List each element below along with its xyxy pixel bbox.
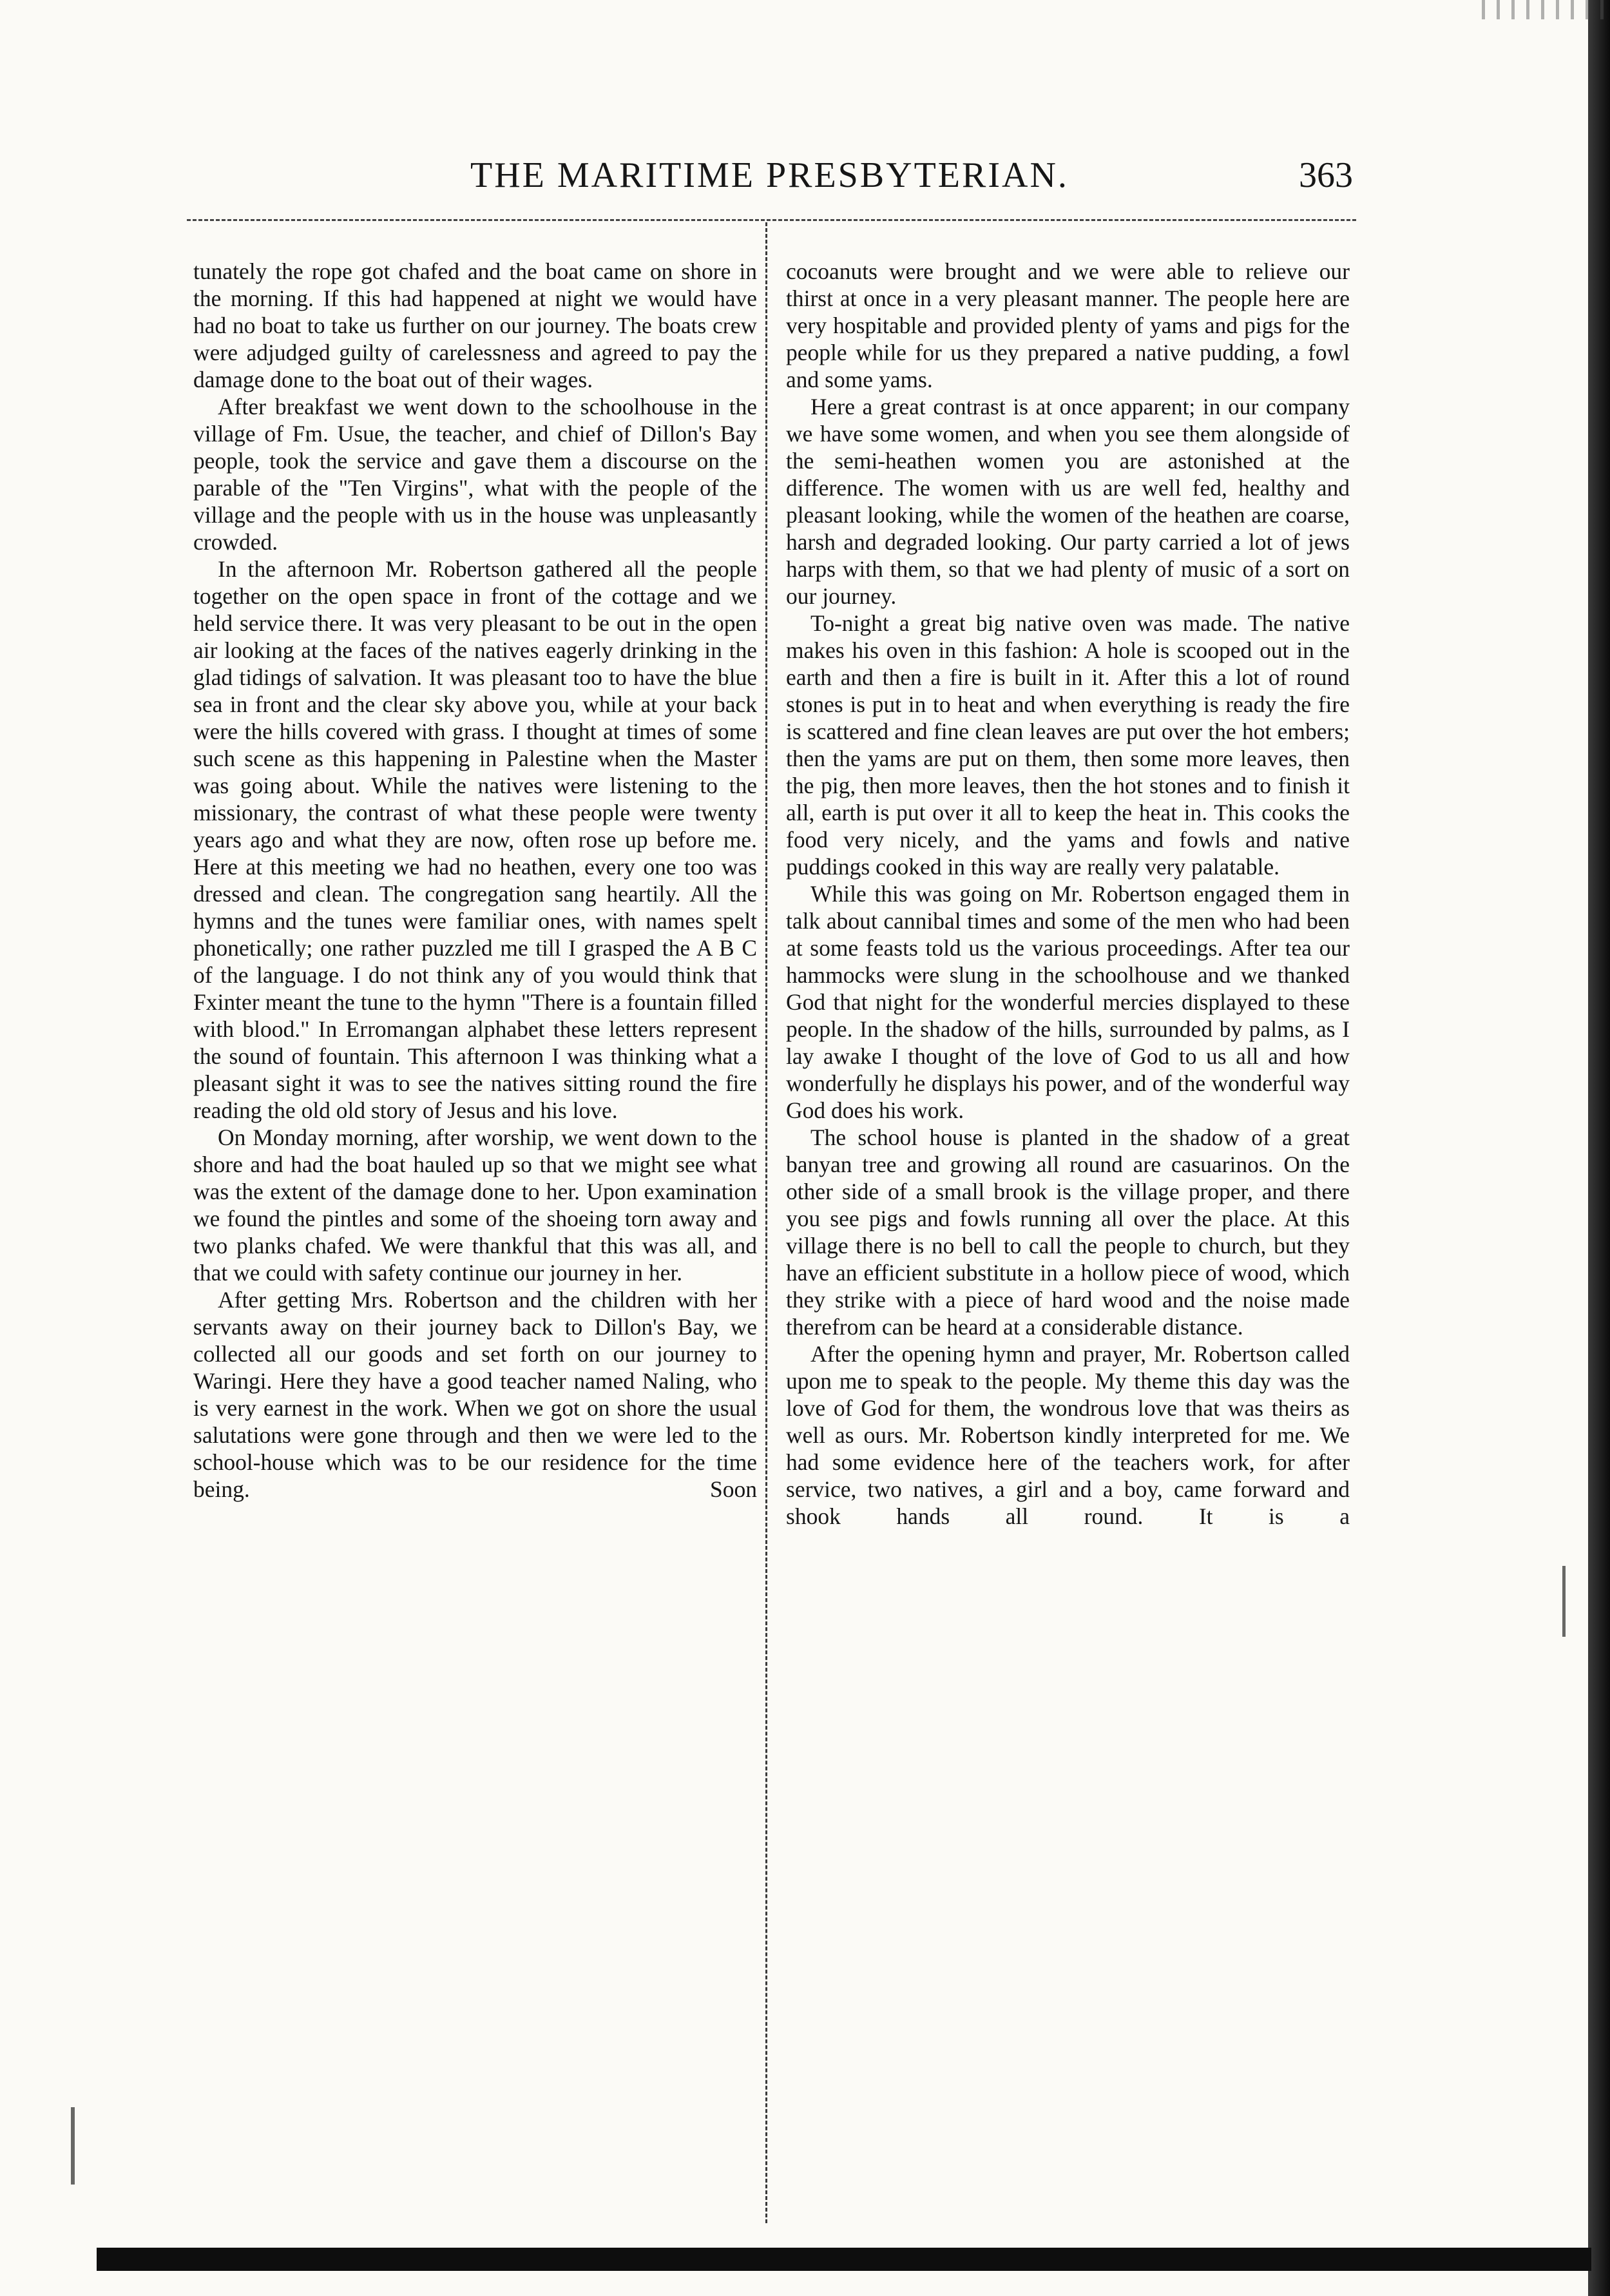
scan-edge-specks bbox=[1482, 0, 1604, 19]
page-header bbox=[193, 155, 1353, 206]
page-number: 363 bbox=[1299, 155, 1353, 195]
scan-bottom-bar bbox=[97, 2248, 1591, 2271]
paragraph: In the afternoon Mr. Robertson gathered all the people together on the open space in front of the cottage and we held service there. It was very pleasant to be out in the open air looking at the faces of the natives eagerly drinking in the glad tidings of salvation. It was pleasant too to have the blue sea in front and the clear sky above you, while at your back were the hills covered with grass. I thought at times of some such scene as this happening in Palestine when the Master was going about. While the natives were listening to the missionary, the contrast of what these people were twenty years ago and what they are now, often rose up before me. Here at this meeting we had no heathen, every one too was dressed and clean. The congregation sang heartily. All the hymns and the tunes were familiar ones, with names spelt phonetically; one rather puzzled me till I grasped the A B C of the language. I do not think any of you would think that Fxinter meant the tune to the hymn "There is a fountain filled with blood." In Erromangan alphabet these letters represent the sound of fountain. This afternoon I was thinking what a pleasant sight it was to see the natives sitting round the fire reading the old old story of Jesus and his love. bbox=[193, 556, 757, 1123]
paragraph: The school house is planted in the shadow of a great banyan tree and growing all round are casuarinos. On the other side of a small brook is the village proper, and there you see pigs and fowls running all over the place. At this village there is no bell to call the people to church, but they have an efficient substitute in a hollow piece of wood, which they strike with a piece of hard wood and the noise made therefrom can be heard at a considerable distance. bbox=[786, 1124, 1350, 1340]
paragraph: tunately the rope got chafed and the boat came on shore in the morning. If this had happened at night we would have had no boat to take us further on our journey. The boats crew were adjudged guilty of carelessness and agreed to pay the damage done to the boat out of their wages. bbox=[193, 258, 757, 392]
paragraph: Here a great contrast is at once apparent; in our company we have some women, and when you see them alongside of the semi-heathen women you are astonished at the difference. The women with us are well fed, healthy and pleasant looking, while the women of the heathen are coarse, harsh and degraded looking. Our party carried a lot of jews harps with them, so that we had plenty of music of a sort on our journey. bbox=[786, 394, 1350, 609]
margin-mark-right bbox=[1562, 1566, 1566, 1637]
paragraph: After breakfast we went down to the schoolhouse in the village of Fm. Usue, the teacher, and chief of Dillon's Bay people, took the service and gave them a discourse on the parable of the "Ten Virgins", what with the people of the village and the people with us in the house was unpleasantly crowded. bbox=[193, 394, 757, 555]
running-title: THE MARITIME PRESBYTERIAN. bbox=[470, 155, 1069, 195]
text-column-left bbox=[193, 258, 757, 1503]
paragraph: To-night a great big native oven was made. The native makes his oven in this fashion: A hole is scooped out in the earth and then a fire is built in it. After this a lot of round stones is put in to heat and when everything is ready the fire is scattered and fine clean leaves are put over the hot embers; then the yams are put on them, then some more leaves, then the pig, then more leaves, then the hot stones and to finish it all, earth is put over it all to keep the heat in. This cooks the food very nicely, and the yams and fowls and native puddings cooked in this way are really very palatable. bbox=[786, 610, 1350, 880]
paragraph: On Monday morning, after worship, we went down to the shore and had the boat hauled up so that we might see what was the extent of the damage done to her. Upon examination we found the pintles and some of the shoeing torn away and two planks chafed. We were thankful that this was all, and that we could with safety continue our journey in her. bbox=[193, 1124, 757, 1286]
scan-edge-shadow bbox=[1588, 0, 1610, 2296]
text-column-right bbox=[786, 258, 1350, 1530]
header-rule bbox=[187, 219, 1356, 221]
paragraph: After the opening hymn and prayer, Mr. Robertson called upon me to speak to the people. My theme this day was the love of God for them, the wondrous love that was theirs as well as ours. Mr. Robertson kindly interpreted for me. We had some evidence here of the teachers work, for after service, two natives, a girl and a boy, came forward and shook hands all round. It is a bbox=[786, 1341, 1350, 1529]
margin-mark-left bbox=[71, 2107, 75, 2185]
column-divider bbox=[765, 222, 767, 2223]
paragraph: While this was going on Mr. Robertson engaged them in talk about cannibal times and some of the men who had been at some feasts told us the various proceedings. After tea our hammocks were slung in the schoolhouse and we thanked God that night for the wonderful mercies displayed to these people. In the shadow of the hills, surrounded by palms, as I lay awake I thought of the love of God to us all and how wonderfully he displays his power, and of the wonderful way God does his work. bbox=[786, 881, 1350, 1123]
paragraph: After getting Mrs. Robertson and the children with her servants away on their journey back to Dillon's Bay, we collected all our goods and set forth on our journey to Waringi. Here they have a good teacher named Naling, who is very earnest in the work. When we got on shore the usual salutations were gone through and then we were led to the school-house which was to be our residence for the time being. Soon bbox=[193, 1287, 757, 1502]
paragraph: cocoanuts were brought and we were able to relieve our thirst at once in a very pleasant manner. The people here are very hospitable and provided plenty of yams and pigs for the people while for us they prepared a native pudding, a fowl and some yams. bbox=[786, 258, 1350, 392]
